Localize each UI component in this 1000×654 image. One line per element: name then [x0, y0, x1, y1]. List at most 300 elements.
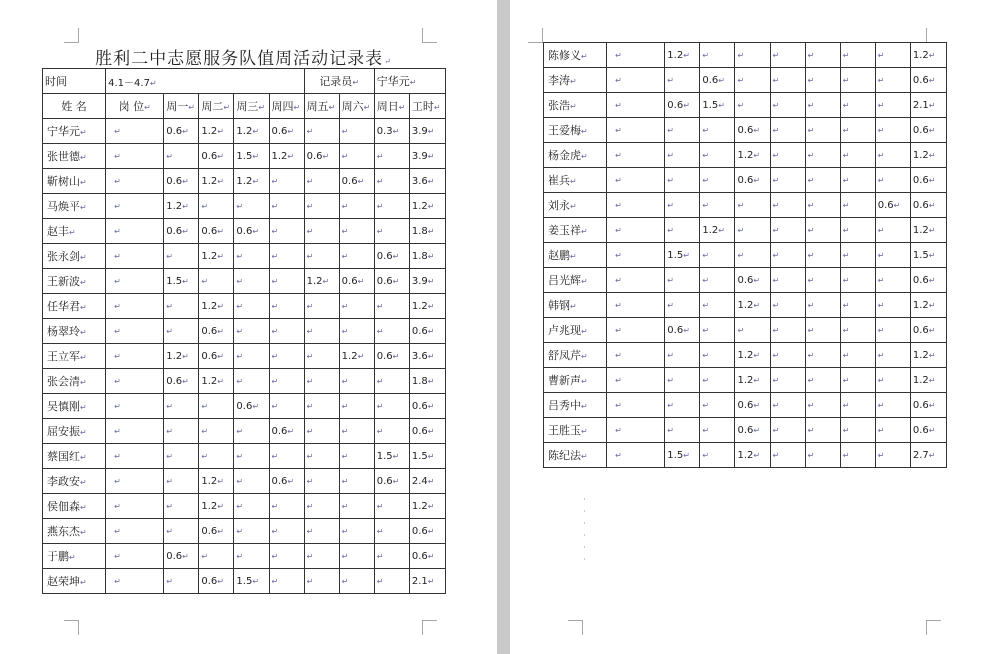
value-cell[interactable] [665, 43, 700, 68]
value-cell[interactable] [339, 344, 374, 369]
value-cell[interactable] [164, 269, 199, 294]
name-cell[interactable] [43, 269, 106, 294]
value-cell[interactable] [770, 143, 805, 168]
hours-cell[interactable] [409, 169, 445, 194]
value-cell[interactable] [770, 218, 805, 243]
value-cell[interactable] [875, 143, 910, 168]
name-cell[interactable] [43, 319, 106, 344]
hours-cell[interactable] [910, 68, 946, 93]
hours-cell[interactable] [409, 469, 445, 494]
value-cell[interactable] [607, 393, 665, 418]
value-cell[interactable] [269, 269, 304, 294]
value-cell[interactable] [164, 294, 199, 319]
value-cell[interactable] [106, 169, 164, 194]
value-cell[interactable] [199, 469, 234, 494]
value-cell[interactable] [875, 318, 910, 343]
name-cell[interactable] [544, 393, 607, 418]
value-cell[interactable] [665, 118, 700, 143]
value-cell[interactable] [269, 469, 304, 494]
value-cell[interactable] [234, 219, 269, 244]
value-cell[interactable] [269, 394, 304, 419]
value-cell[interactable] [199, 444, 234, 469]
value-cell[interactable] [269, 319, 304, 344]
name-cell[interactable] [43, 419, 106, 444]
value-cell[interactable] [875, 193, 910, 218]
value-cell[interactable] [665, 68, 700, 93]
value-cell[interactable] [304, 444, 339, 469]
value-cell[interactable] [770, 118, 805, 143]
value-cell[interactable] [234, 194, 269, 219]
value-cell[interactable] [269, 419, 304, 444]
hours-cell[interactable] [910, 343, 946, 368]
value-cell[interactable] [735, 368, 770, 393]
value-cell[interactable] [700, 418, 735, 443]
value-cell[interactable] [199, 119, 234, 144]
value-cell[interactable] [805, 118, 840, 143]
value-cell[interactable] [735, 218, 770, 243]
value-cell[interactable] [805, 68, 840, 93]
value-cell[interactable] [770, 93, 805, 118]
value-cell[interactable] [234, 544, 269, 569]
value-cell[interactable] [374, 119, 409, 144]
value-cell[interactable] [374, 219, 409, 244]
recorder-name-cell[interactable] [374, 69, 445, 94]
value-cell[interactable] [770, 268, 805, 293]
value-cell[interactable] [339, 469, 374, 494]
value-cell[interactable] [875, 118, 910, 143]
value-cell[interactable] [234, 519, 269, 544]
value-cell[interactable] [805, 168, 840, 193]
value-cell[interactable] [840, 243, 875, 268]
value-cell[interactable] [339, 269, 374, 294]
value-cell[interactable] [106, 269, 164, 294]
name-cell[interactable] [544, 218, 607, 243]
value-cell[interactable] [805, 393, 840, 418]
value-cell[interactable] [304, 119, 339, 144]
name-cell[interactable] [43, 469, 106, 494]
value-cell[interactable] [339, 119, 374, 144]
value-cell[interactable] [304, 569, 339, 594]
value-cell[interactable] [770, 343, 805, 368]
value-cell[interactable] [875, 293, 910, 318]
value-cell[interactable] [199, 269, 234, 294]
value-cell[interactable] [805, 418, 840, 443]
value-cell[interactable] [234, 269, 269, 294]
value-cell[interactable] [700, 293, 735, 318]
value-cell[interactable] [805, 293, 840, 318]
value-cell[interactable] [875, 418, 910, 443]
value-cell[interactable] [199, 294, 234, 319]
hours-cell[interactable] [409, 219, 445, 244]
name-cell[interactable] [544, 118, 607, 143]
value-cell[interactable] [770, 243, 805, 268]
hours-cell[interactable] [409, 394, 445, 419]
value-cell[interactable] [700, 393, 735, 418]
value-cell[interactable] [339, 569, 374, 594]
value-cell[interactable] [770, 168, 805, 193]
value-cell[interactable] [374, 169, 409, 194]
value-cell[interactable] [840, 443, 875, 468]
value-cell[interactable] [269, 119, 304, 144]
value-cell[interactable] [840, 118, 875, 143]
value-cell[interactable] [164, 344, 199, 369]
value-cell[interactable] [374, 569, 409, 594]
name-cell[interactable] [43, 144, 106, 169]
value-cell[interactable] [269, 244, 304, 269]
time-label-cell[interactable] [43, 69, 106, 94]
value-cell[interactable] [735, 43, 770, 68]
value-cell[interactable] [339, 519, 374, 544]
value-cell[interactable] [735, 143, 770, 168]
name-cell[interactable] [544, 193, 607, 218]
value-cell[interactable] [374, 269, 409, 294]
name-cell[interactable] [43, 444, 106, 469]
header-cell[interactable] [304, 94, 339, 119]
value-cell[interactable] [339, 494, 374, 519]
value-cell[interactable] [665, 293, 700, 318]
value-cell[interactable] [840, 143, 875, 168]
name-cell[interactable] [544, 93, 607, 118]
hours-cell[interactable] [910, 268, 946, 293]
hours-cell[interactable] [910, 318, 946, 343]
header-cell[interactable] [269, 94, 304, 119]
value-cell[interactable] [269, 344, 304, 369]
value-cell[interactable] [875, 443, 910, 468]
value-cell[interactable] [304, 369, 339, 394]
name-cell[interactable] [544, 143, 607, 168]
value-cell[interactable] [164, 244, 199, 269]
value-cell[interactable] [374, 144, 409, 169]
value-cell[interactable] [700, 268, 735, 293]
name-cell[interactable] [43, 394, 106, 419]
value-cell[interactable] [199, 419, 234, 444]
header-cell[interactable] [374, 94, 409, 119]
hours-cell[interactable] [910, 418, 946, 443]
hours-cell[interactable] [409, 244, 445, 269]
value-cell[interactable] [840, 368, 875, 393]
value-cell[interactable] [339, 244, 374, 269]
name-cell[interactable] [43, 244, 106, 269]
value-cell[interactable] [805, 318, 840, 343]
value-cell[interactable] [607, 243, 665, 268]
value-cell[interactable] [164, 494, 199, 519]
value-cell[interactable] [199, 519, 234, 544]
value-cell[interactable] [106, 394, 164, 419]
hours-cell[interactable] [409, 444, 445, 469]
value-cell[interactable] [665, 268, 700, 293]
hours-cell[interactable] [910, 168, 946, 193]
value-cell[interactable] [339, 444, 374, 469]
value-cell[interactable] [665, 93, 700, 118]
value-cell[interactable] [840, 418, 875, 443]
value-cell[interactable] [735, 393, 770, 418]
value-cell[interactable] [735, 268, 770, 293]
value-cell[interactable] [875, 368, 910, 393]
value-cell[interactable] [164, 144, 199, 169]
value-cell[interactable] [374, 319, 409, 344]
value-cell[interactable] [840, 193, 875, 218]
hours-cell[interactable] [409, 569, 445, 594]
value-cell[interactable] [234, 369, 269, 394]
value-cell[interactable] [304, 319, 339, 344]
value-cell[interactable] [700, 168, 735, 193]
hours-cell[interactable] [409, 194, 445, 219]
value-cell[interactable] [840, 318, 875, 343]
value-cell[interactable] [339, 369, 374, 394]
value-cell[interactable] [700, 93, 735, 118]
value-cell[interactable] [607, 318, 665, 343]
value-cell[interactable] [770, 443, 805, 468]
value-cell[interactable] [269, 219, 304, 244]
name-cell[interactable] [43, 544, 106, 569]
name-cell[interactable] [544, 368, 607, 393]
recorder-label-cell[interactable] [304, 69, 374, 94]
value-cell[interactable] [374, 444, 409, 469]
value-cell[interactable] [665, 193, 700, 218]
value-cell[interactable] [770, 418, 805, 443]
hours-cell[interactable] [910, 243, 946, 268]
value-cell[interactable] [875, 68, 910, 93]
value-cell[interactable] [106, 244, 164, 269]
value-cell[interactable] [339, 544, 374, 569]
name-cell[interactable] [43, 169, 106, 194]
value-cell[interactable] [304, 294, 339, 319]
value-cell[interactable] [304, 169, 339, 194]
value-cell[interactable] [234, 319, 269, 344]
value-cell[interactable] [700, 243, 735, 268]
name-cell[interactable] [544, 293, 607, 318]
value-cell[interactable] [374, 194, 409, 219]
value-cell[interactable] [199, 369, 234, 394]
value-cell[interactable] [700, 143, 735, 168]
value-cell[interactable] [607, 343, 665, 368]
value-cell[interactable] [304, 144, 339, 169]
value-cell[interactable] [269, 169, 304, 194]
value-cell[interactable] [304, 419, 339, 444]
value-cell[interactable] [770, 68, 805, 93]
value-cell[interactable] [304, 244, 339, 269]
value-cell[interactable] [770, 193, 805, 218]
value-cell[interactable] [199, 169, 234, 194]
value-cell[interactable] [840, 393, 875, 418]
value-cell[interactable] [164, 569, 199, 594]
value-cell[interactable] [106, 519, 164, 544]
value-cell[interactable] [106, 344, 164, 369]
value-cell[interactable] [607, 218, 665, 243]
header-cell[interactable] [106, 94, 164, 119]
value-cell[interactable] [735, 443, 770, 468]
value-cell[interactable] [164, 194, 199, 219]
value-cell[interactable] [607, 443, 665, 468]
value-cell[interactable] [665, 318, 700, 343]
hours-cell[interactable] [409, 119, 445, 144]
value-cell[interactable] [374, 519, 409, 544]
value-cell[interactable] [164, 369, 199, 394]
hours-cell[interactable] [910, 143, 946, 168]
value-cell[interactable] [199, 244, 234, 269]
value-cell[interactable] [106, 319, 164, 344]
value-cell[interactable] [665, 393, 700, 418]
value-cell[interactable] [374, 469, 409, 494]
value-cell[interactable] [805, 268, 840, 293]
value-cell[interactable] [875, 218, 910, 243]
value-cell[interactable] [106, 494, 164, 519]
name-cell[interactable] [544, 168, 607, 193]
value-cell[interactable] [106, 219, 164, 244]
value-cell[interactable] [840, 43, 875, 68]
value-cell[interactable] [805, 243, 840, 268]
value-cell[interactable] [164, 544, 199, 569]
name-cell[interactable] [544, 68, 607, 93]
value-cell[interactable] [607, 68, 665, 93]
value-cell[interactable] [875, 268, 910, 293]
value-cell[interactable] [607, 118, 665, 143]
value-cell[interactable] [304, 194, 339, 219]
value-cell[interactable] [607, 418, 665, 443]
value-cell[interactable] [304, 544, 339, 569]
name-cell[interactable] [544, 243, 607, 268]
value-cell[interactable] [805, 368, 840, 393]
value-cell[interactable] [304, 394, 339, 419]
hours-cell[interactable] [910, 218, 946, 243]
header-cell[interactable] [339, 94, 374, 119]
value-cell[interactable] [199, 219, 234, 244]
value-cell[interactable] [735, 318, 770, 343]
value-cell[interactable] [840, 218, 875, 243]
value-cell[interactable] [735, 118, 770, 143]
value-cell[interactable] [374, 394, 409, 419]
value-cell[interactable] [607, 93, 665, 118]
value-cell[interactable] [805, 218, 840, 243]
value-cell[interactable] [269, 144, 304, 169]
value-cell[interactable] [269, 294, 304, 319]
value-cell[interactable] [735, 168, 770, 193]
hours-cell[interactable] [409, 144, 445, 169]
value-cell[interactable] [840, 268, 875, 293]
hours-cell[interactable] [409, 369, 445, 394]
value-cell[interactable] [339, 219, 374, 244]
value-cell[interactable] [164, 319, 199, 344]
value-cell[interactable] [199, 319, 234, 344]
value-cell[interactable] [106, 119, 164, 144]
value-cell[interactable] [735, 418, 770, 443]
value-cell[interactable] [607, 43, 665, 68]
value-cell[interactable] [164, 119, 199, 144]
value-cell[interactable] [199, 569, 234, 594]
value-cell[interactable] [700, 193, 735, 218]
hours-cell[interactable] [409, 269, 445, 294]
value-cell[interactable] [665, 343, 700, 368]
value-cell[interactable] [199, 394, 234, 419]
value-cell[interactable] [199, 144, 234, 169]
value-cell[interactable] [199, 544, 234, 569]
value-cell[interactable] [840, 293, 875, 318]
value-cell[interactable] [735, 293, 770, 318]
hours-cell[interactable] [409, 344, 445, 369]
value-cell[interactable] [374, 369, 409, 394]
value-cell[interactable] [665, 243, 700, 268]
value-cell[interactable] [770, 318, 805, 343]
value-cell[interactable] [269, 519, 304, 544]
hours-cell[interactable] [910, 368, 946, 393]
header-cell[interactable] [234, 94, 269, 119]
header-cell[interactable] [199, 94, 234, 119]
value-cell[interactable] [234, 444, 269, 469]
value-cell[interactable] [106, 144, 164, 169]
value-cell[interactable] [805, 93, 840, 118]
value-cell[interactable] [607, 143, 665, 168]
name-cell[interactable] [43, 194, 106, 219]
value-cell[interactable] [700, 68, 735, 93]
value-cell[interactable] [805, 143, 840, 168]
value-cell[interactable] [304, 219, 339, 244]
value-cell[interactable] [234, 119, 269, 144]
value-cell[interactable] [770, 43, 805, 68]
value-cell[interactable] [199, 344, 234, 369]
value-cell[interactable] [234, 244, 269, 269]
value-cell[interactable] [234, 394, 269, 419]
name-cell[interactable] [43, 519, 106, 544]
hours-cell[interactable] [910, 443, 946, 468]
value-cell[interactable] [700, 43, 735, 68]
header-cell[interactable] [43, 94, 106, 119]
hours-cell[interactable] [409, 319, 445, 344]
value-cell[interactable] [106, 569, 164, 594]
value-cell[interactable] [339, 419, 374, 444]
value-cell[interactable] [770, 393, 805, 418]
name-cell[interactable] [544, 443, 607, 468]
value-cell[interactable] [106, 544, 164, 569]
value-cell[interactable] [665, 218, 700, 243]
value-cell[interactable] [735, 193, 770, 218]
hours-cell[interactable] [910, 393, 946, 418]
value-cell[interactable] [875, 343, 910, 368]
value-cell[interactable] [665, 168, 700, 193]
value-cell[interactable] [374, 344, 409, 369]
value-cell[interactable] [269, 194, 304, 219]
value-cell[interactable] [374, 294, 409, 319]
value-cell[interactable] [164, 444, 199, 469]
value-cell[interactable] [607, 368, 665, 393]
value-cell[interactable] [234, 569, 269, 594]
hours-cell[interactable] [910, 118, 946, 143]
value-cell[interactable] [374, 494, 409, 519]
value-cell[interactable] [339, 319, 374, 344]
value-cell[interactable] [234, 344, 269, 369]
value-cell[interactable] [735, 343, 770, 368]
hours-cell[interactable] [409, 494, 445, 519]
value-cell[interactable] [304, 269, 339, 294]
value-cell[interactable] [374, 419, 409, 444]
value-cell[interactable] [269, 569, 304, 594]
value-cell[interactable] [106, 294, 164, 319]
name-cell[interactable] [43, 294, 106, 319]
name-cell[interactable] [43, 494, 106, 519]
value-cell[interactable] [735, 243, 770, 268]
hours-cell[interactable] [409, 294, 445, 319]
value-cell[interactable] [339, 169, 374, 194]
name-cell[interactable] [43, 344, 106, 369]
value-cell[interactable] [875, 168, 910, 193]
name-cell[interactable] [43, 369, 106, 394]
value-cell[interactable] [234, 419, 269, 444]
value-cell[interactable] [374, 244, 409, 269]
name-cell[interactable] [544, 418, 607, 443]
value-cell[interactable] [665, 143, 700, 168]
value-cell[interactable] [374, 544, 409, 569]
value-cell[interactable] [304, 519, 339, 544]
value-cell[interactable] [106, 419, 164, 444]
